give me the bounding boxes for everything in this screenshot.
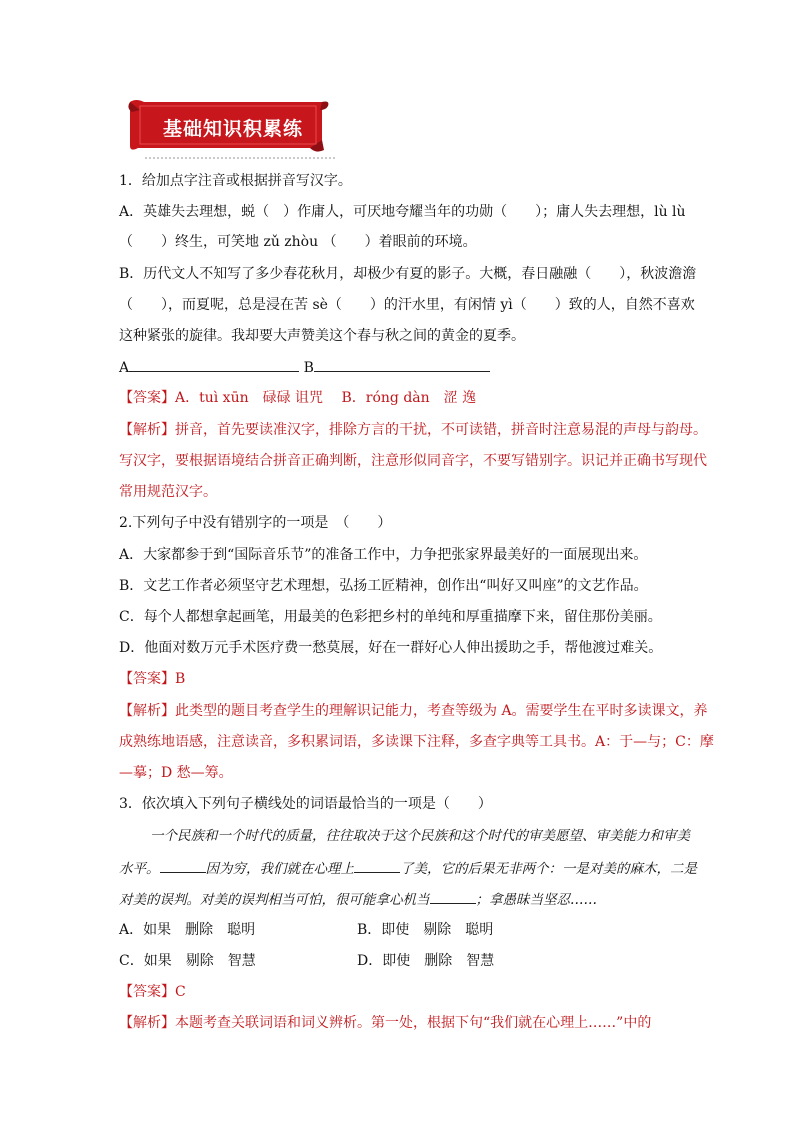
q2-option-d: D．他面对数万元手术医疗费一愁莫展，好在一群好心人伸出援助之手，帮他渡过难关。 [119,640,663,656]
analysis-tag: 【解析】 [119,703,175,719]
q1-option-b-line2: （ ），而夏呢，总是浸在苦 sè（ ）的汗水里，有闲情 yì（ ）致的人，自然不喜欢 [119,297,695,313]
answer-text: C [175,984,186,1000]
q2-analysis-line2: 成熟练地语感，注意读音，多积累词语，多读课下注释，多查字典等工具书。A：于—与；C：摩 [119,734,714,750]
q3-passage-line2 [119,858,719,879]
q1-option-a-line2: （ ）终生，可笑地 zǔ zhòu （ ）着眼前的环境。 [119,234,477,250]
q1-stem: 1．给加点字注音或根据拼音写汉字。 [119,173,352,189]
passage-blank-1 [160,858,206,873]
q1-answer [119,388,719,408]
q3-option-a: A．如果 删除 聪明 [119,922,256,938]
answer-tag: 【答案】 [119,390,175,406]
analysis-tag: 【解析】 [119,422,175,438]
q2-answer [119,669,719,689]
q2-analysis-line1 [119,701,719,721]
passage-blank-2 [354,858,400,873]
q3-option-d: D．即使 删除 智慧 [357,953,495,969]
passage-text: 因为穷，我们就在心理上 [205,861,354,877]
passage-text: 水平。 [119,861,160,877]
q2-option-a: A．大家都参于到“国际音乐节”的准备工作中，力争把张家界最美好的一面展现出来。 [119,547,648,563]
q2-option-c: C．每个人都想拿起画笔，用最美的色彩把乡村的单纯和厚重描摩下来，留住那份美丽。 [119,609,662,625]
banner-divider [145,157,335,163]
passage-text: 了美，它的后果无非两个：一是对美的麻木，二是 [400,861,697,877]
q3-passage-line3 [119,889,719,910]
q1-option-b-line1: B．历代文人不知写了多少春花秋月，却极少有夏的影子。大概，春日融融（ ），秋波澹澹 [119,266,697,282]
q3-option-c: C．如果 剔除 智慧 [119,953,256,969]
q1-option-b-line3: 这种紧张的旋律。我却要大声赞美这个春与秋之间的黄金的夏季。 [119,328,525,344]
q3-passage-line1: 一个民族和一个时代的质量，往往取决于这个民族和这个时代的审美愿望、审美能力和审美 [150,828,690,844]
q1-option-a-line1: A．英雄失去理想，蜕（ ）作庸人，可厌地夸耀当年的功勋（ ）；庸人失去理想，lù lù [119,204,686,220]
q1-analysis-line1 [119,420,719,440]
answer-text: B [175,671,186,687]
passage-blank-3 [430,889,476,904]
analysis-text: 本题考查关联词语和词义辨析。第一处，根据下句“我们就在心理上……”中的 [175,1015,652,1031]
blank-b-label: B [303,360,314,376]
q3-option-b: B．即使 剔除 聪明 [357,922,494,938]
q1-answer-blanks [119,357,719,378]
answer-tag: 【答案】 [119,984,175,1000]
section-banner [126,96,330,158]
analysis-tag: 【解析】 [119,1015,175,1031]
analysis-text: 拼音，首先要读准汉字，排除方言的干扰，不可读错，拼音时注意易混的声母与韵母。 [175,422,707,438]
q3-answer [119,982,719,1002]
answer-text: A．tuì xūn 碌碌 诅咒 B．róng dàn 涩 逸 [175,390,477,406]
q2-stem: 2.下列句子中没有错别字的一项是 （ ） [119,515,392,531]
blank-a-label: A [119,360,130,376]
q3-stem: 3．依次填入下列句子横线处的词语最恰当的一项是（ ） [119,796,492,812]
q3-analysis-line1 [119,1013,719,1033]
banner-title: 基础知识积累练 [162,118,303,140]
answer-tag: 【答案】 [119,671,175,687]
passage-text: 对美的误判。对美的误判相当可怕，很可能拿心机当 [119,892,430,908]
analysis-text: 此类型的题目考查学生的理解识记能力，考查等级为 A。需要学生在平时多读课文，养 [175,703,708,719]
blank-b-line [314,357,490,372]
q2-analysis-line3: —摹；D 愁—筹。 [119,765,233,781]
blank-a-line [129,357,299,372]
passage-text: ；拿愚昧当坚忍…… [475,892,597,908]
q1-analysis-line2: 写汉字，要根据语境结合拼音正确判断，注意形似同音字，不要写错别字。识记并正确书写现代 [119,453,707,469]
q2-option-b: B．文艺工作者必须坚守艺术理想，弘扬工匠精神，创作出“叫好又叫座”的文艺作品。 [119,578,648,594]
q1-analysis-line3: 常用规范汉字。 [119,484,217,500]
